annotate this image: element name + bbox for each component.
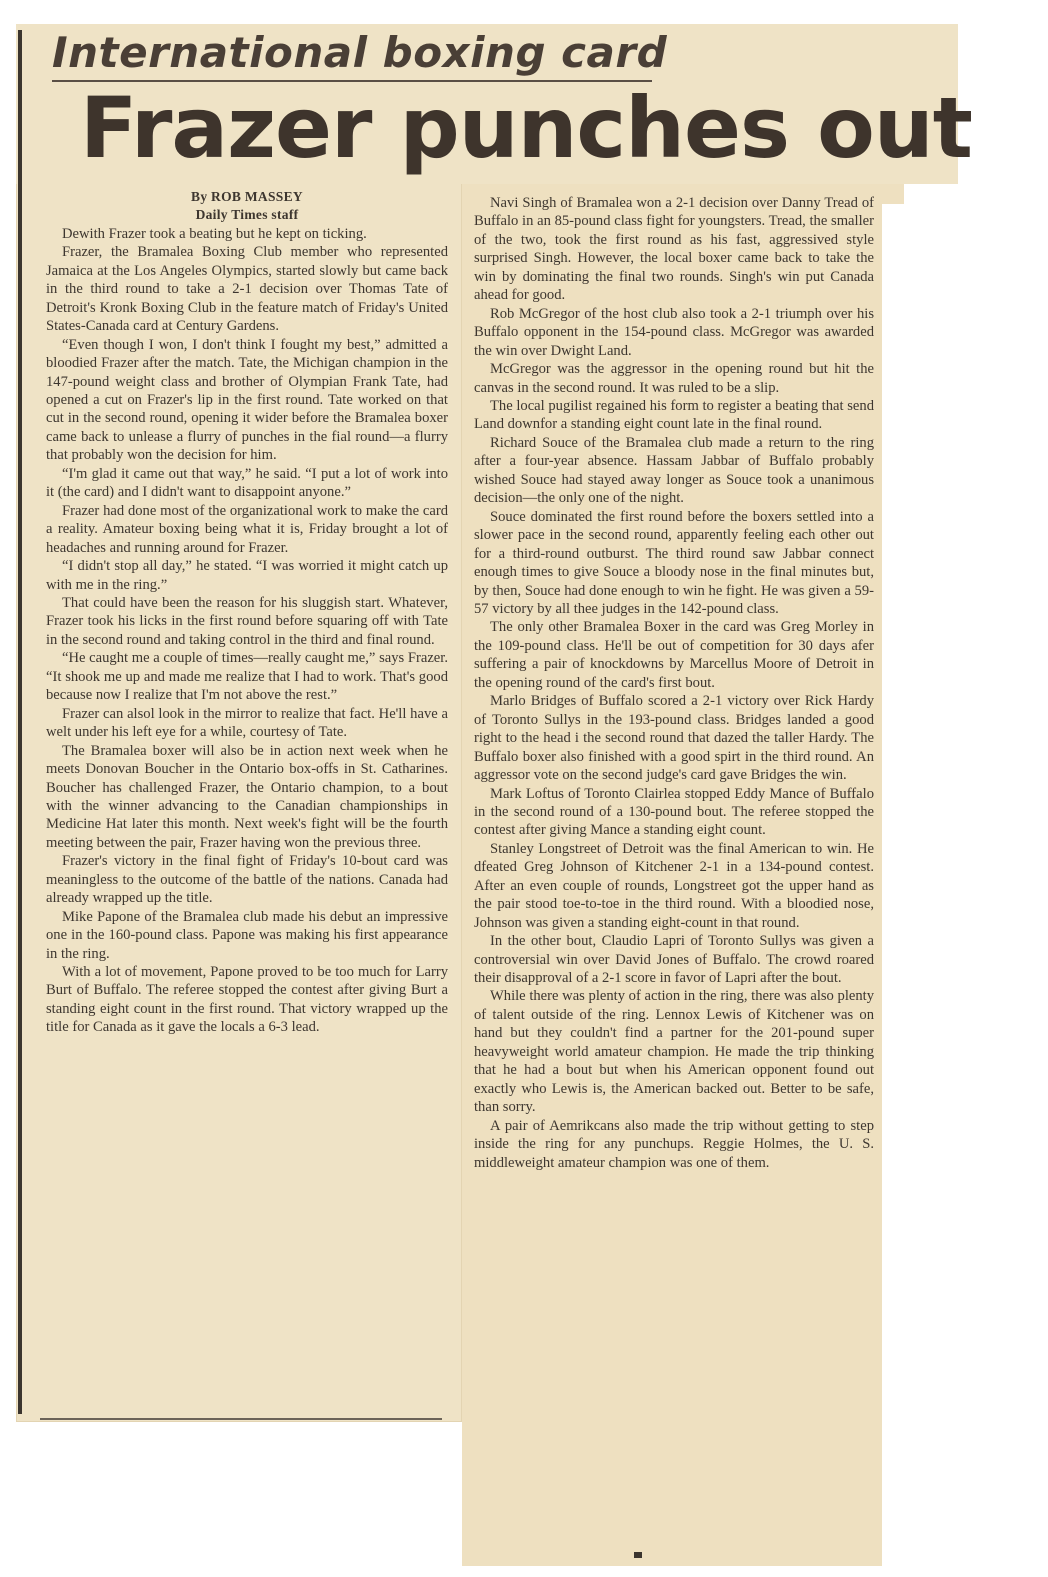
paragraph: While there was plenty of action in the ring, there was also plenty of talent outside of the ring. Lennox Lewis of Kitchener was on hand but they couldn't find a partner for the 201-pound super heavyweight world amateur champion. He made the trip thinking that he had a bout but when his American opponent found out exactly who Lewis is, the American backed out. Better to be safe, than sorry.	[474, 988, 874, 1116]
byline-author: By ROB MASSEY	[191, 189, 303, 204]
paragraph: “I'm glad it came out that way,” he said. “I put a lot of work into it (the card) and I didn't want to disappoint anyone.”	[46, 465, 448, 501]
paragraph: Mike Papone of the Bramalea club made his debut an impressive one in the 160-pound class. Papone was making his first appearance in the ring.	[46, 908, 448, 962]
paragraph: Souce dominated the first round before the boxers settled into a slower pace in the second round, apparently feeling each other out for a third-round outburst. The third round saw Jabbar connect enough times to give Souce a bloody nose in the final minutes but, by then, Souce had done enough to win he fight. He was given a 59-57 victory by all thee judges in the 142-pound class.	[474, 508, 874, 617]
paragraph: That could have been the reason for his sluggish start. Whatever, Frazer took his licks in the first round before squaring off with Tate in the second round and taking control in the third and final round.	[46, 594, 448, 648]
paragraph: “He caught me a couple of times—really caught me,” says Frazer. “It shook me up and made me realize that I had to work. That's good because now I realize that I'm not above the rest.”	[46, 650, 448, 704]
paragraph: The Bramalea boxer will also be in action next week when he meets Donovan Boucher in the Ontario box-offs in St. Catharines. Boucher has challenged Frazer, the Ontario champion, to a bout with the winner advancing to the Canadian championships in Medicine Hat later this month. Next week's fight will be the fourth meeting between the pair, Frazer having won the previous three.	[46, 742, 448, 851]
left-border-rule	[18, 30, 22, 1414]
paragraph: The local pugilist regained his form to register a beating that send Land downfor a standing eight count late in the final round.	[474, 397, 874, 433]
paragraph: “I didn't stop all day,” he stated. “I was worried it might catch up with me in the ring.”	[46, 558, 448, 593]
paragraph: With a lot of movement, Papone proved to be too much for Larry Burt of Buffalo. The referee stopped the contest after giving Burt a standing eight count in the first round. That victory wrapped up the title for Canada as it gave the locals a 6-3 lead.	[46, 964, 448, 1036]
paragraph: Frazer, the Bramalea Boxing Club member who represented Jamaica at the Los Angeles Olympics, started slowly but came back in the third round to take a 2-1 decision over Thomas Tate of Detroit's Kronk Boxing Club in the feature match of Friday's United States-Canada card at Century Gardens.	[46, 244, 448, 335]
article-column-left	[46, 188, 448, 1037]
column-end-mark	[634, 1552, 642, 1558]
paragraph: Navi Singh of Bramalea won a 2-1 decision over Danny Tread of Buffalo in an 85-pound class fight for youngsters. Tread, the smaller of the two, took the first round as his fast, aggressived style surprised Singh. However, the local boxer came back to take the win by dominating the final two rounds. Singh's win put Canada ahead for good.	[474, 195, 874, 304]
byline-affiliation: Daily Times staff	[195, 207, 299, 223]
left-column-end-rule	[40, 1418, 442, 1420]
paragraph: Frazer had done most of the organizational work to make the card a reality. Amateur boxing being what it is, Friday brought a lot of headaches and running around for Frazer.	[46, 502, 448, 556]
paragraph: McGregor was the aggressor in the opening round but hit the canvas in the second round. It was ruled to be a slip.	[474, 361, 874, 396]
paragraph: Mark Loftus of Toronto Clairlea stopped Eddy Mance of Buffalo in the second round of a 130-pound bout. The referee stopped the contest after giving Mance a standing eight count.	[474, 785, 874, 839]
paragraph: A pair of Aemrikcans also made the trip without getting to step inside the ring for any punchups. Reggie Holmes, the U. S. middleweight amateur champion was one of them.	[474, 1117, 874, 1171]
article-column-right	[474, 194, 874, 1172]
paragraph: Richard Souce of the Bramalea club made a return to the ring after a four-year absence. Hassam Jabbar of Buffalo probably wished Souce had stayed away longer as Souce took a unanimous decision—the only one of the night.	[474, 434, 874, 507]
paragraph: In the other bout, Claudio Lapri of Toronto Sullys was given a controversial win over David Jones of Buffalo. The crowd roared their disapproval of a 2-1 score in favor of Lapri after the bout.	[474, 933, 874, 987]
paragraph: Dewith Frazer took a beating but he kept on ticking.	[62, 225, 367, 242]
paragraph: Stanley Longstreet of Detroit was the final American to win. He dfeated Greg Johnson of Kitchener 2-1 in a 134-pound contest. After an even couple of rounds, Longstreet got the upper hand as the pair stood toe-to-toe in the third round. With a bloodied nose, Johnson was given a standing eight-count in that round.	[474, 840, 874, 931]
paragraph: “Even though I won, I don't think I fought my best,” admitted a bloodied Frazer after the match. Tate, the Michigan champion in the 147-pound weight class and brother of Olympian Frank Tate, had opened a cut on Frazer's lip in the first round. Tate worked on that cut in the second round, opening it wider before the Bramalea boxer came back to unlease a flurry of punches in the fial round—a flurry that probably won the decision for him.	[46, 336, 448, 464]
paragraph: Rob McGregor of the host club also took a 2-1 triumph over his Buffalo opponent in the 154-pound class. McGregor was awarded the win over Dwight Land.	[474, 305, 874, 359]
clipping-right-tab	[882, 184, 904, 204]
paragraph: Frazer's victory in the final fight of Friday's 10-bout card was meaningless to the outcome of the battle of the nations. Canada had already wrapped up the title.	[46, 853, 448, 907]
kicker-heading: International boxing card	[52, 28, 668, 77]
paragraph: The only other Bramalea Boxer in the card was Greg Morley in the 109-pound class. He'll be out of competition for 30 days afer suffering a pair of knockdowns by Marcellus Moore of Detroit in the opening round of the card's first bout.	[474, 619, 874, 691]
paragraph: Marlo Bridges of Buffalo scored a 2-1 victory over Rick Hardy of Toronto Sullys in the 193-pound class. Bridges landed a good right to the head i the second round that dazed the taller Hardy. The Buffalo boxer also finished with a good spirt in the third round. An aggressor vote on the second judge's card gave Bridges the win.	[474, 693, 874, 784]
paragraph: Frazer can alsol look in the mirror to realize that fact. He'll have a welt under his left eye for a while, courtesy of Tate.	[46, 705, 448, 741]
headline: Frazer punches out	[80, 79, 972, 177]
